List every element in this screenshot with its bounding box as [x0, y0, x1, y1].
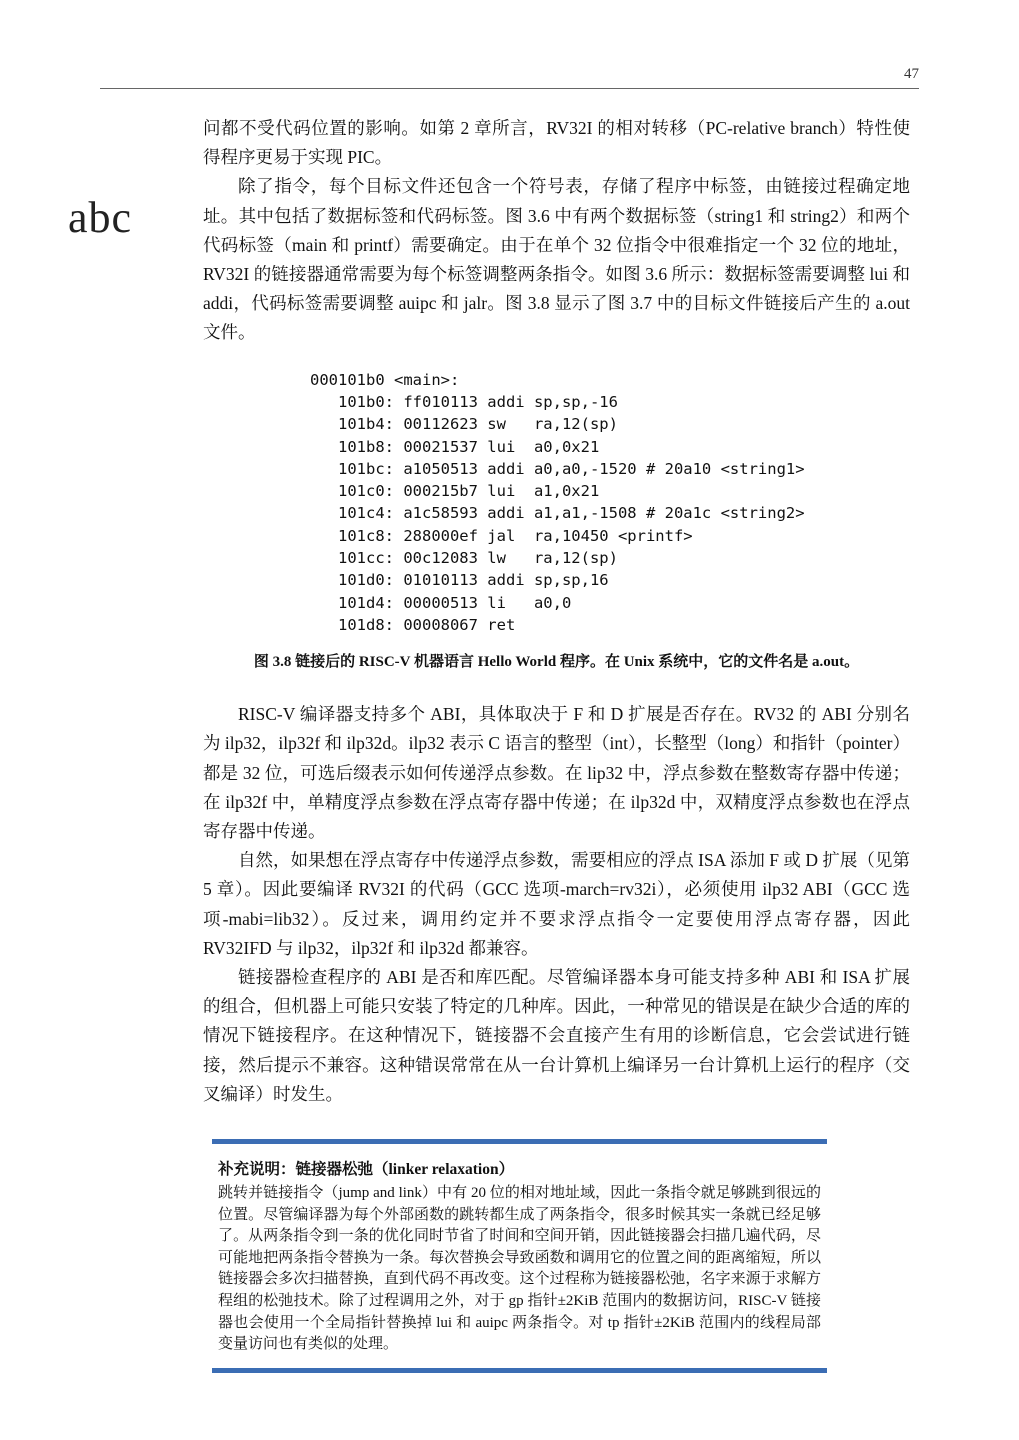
code-line: 000101b0 <main>:	[310, 370, 460, 389]
paragraph-float-abi: 自然，如果想在浮点寄存中传递浮点参数，需要相应的浮点 ISA 添加 F 或 D 扩展（见第 5 章）。因此要编译 RV32I 的代码（GCC 选项-march=rv32i），必须使用 ilp32 ABI（GCC 选项-mabi=lib32）。反过来，调用约定并不要求浮点指令一定要使用浮点寄存器，因此 RV32IFD 与 ilp32，ilp32f 和 ilp32d 都兼容。	[203, 850, 910, 958]
code-line: 101cc: 00c12083 lw ra,12(sp)	[310, 549, 618, 567]
paragraph-pic: 问都不受代码位置的影响。如第 2 章所言，RV32I 的相对转移（PC-relative branch）特性使得程序更易于实现 PIC。	[203, 118, 910, 168]
code-line: 101b4: 00112623 sw ra,12(sp)	[310, 415, 618, 434]
code-line: 101b0: ff010113 addi sp,sp,-16	[310, 392, 618, 411]
header-rule	[100, 88, 919, 89]
content-column	[203, 114, 910, 1373]
sidebar-bottom-rule	[212, 1368, 827, 1373]
page-number: 47	[904, 66, 919, 82]
paragraph-symbol-table: 除了指令，每个目标文件还包含一个符号表，存储了程序中标签，由链接过程确定地址。其中包括了数据标签和代码标签。图 3.6 中有两个数据标签（string1 和 string2）和两个代码标签（main 和 printf）需要确定。由于在单个 32 位指令中很难指定一个 32 位的地址，RV32I 的链接器通常需要为每个标签调整两条指令。如图 3.6 所示：数据标签需要调整 lui 和 addi，代码标签需要调整 auipc 和 jalr。图 3.8 显示了图 3.7 中的目标文件链接后产生的 a.out 文件。	[203, 176, 910, 343]
code-line: 101c0: 000215b7 lui a1,0x21	[310, 482, 600, 501]
sidebar-title: 补充说明：链接器松弛（linker relaxation）	[218, 1161, 515, 1179]
code-line: 101bc: a1050513 addi a0,a0,-1520 # 20a10 <string1>	[310, 459, 805, 478]
paragraph-abi: RISC-V 编译器支持多个 ABI，具体取决于 F 和 D 扩展是否存在。RV32 的 ABI 分别名为 ilp32，ilp32f 和 ilp32d。ilp32 表示 C 语言的整型（int），长整型（long）和指针（pointer）都是 32 位，可选后缀表示如何传递浮点参数。在 lip32 中，浮点参数在整数寄存器中传递；在 ilp32f 中，单精度浮点参数在浮点寄存器中传递；在 ilp32d 中，双精度浮点参数也在浮点寄存器中传递。	[203, 704, 910, 841]
sidebar-note	[212, 1139, 827, 1373]
code-line: 101c8: 288000ef jal ra,10450 <printf>	[310, 526, 693, 545]
sidebar-content	[212, 1144, 827, 1368]
code-line: 101d8: 00008067 ret	[310, 615, 516, 634]
code-line: 101d4: 00000513 li a0,0	[310, 593, 572, 612]
paragraph-linker-check: 链接器检查程序的 ABI 是否和库匹配。尽管编译器本身可能支持多种 ABI 和 ISA 扩展的组合，但机器上可能只安装了特定的几种库。因此，一种常见的错误是在缺少合适的库的情况下链接程序。在这种情况下，链接器不会直接产生有用的诊断信息，它会尝试进行链接，然后提示不兼容。这种错误常常在从一台计算机上编译另一台计算机上运行的程序（交叉编译）时发生。	[203, 967, 910, 1104]
code-listing	[310, 369, 910, 637]
code-line: 101c4: a1c58593 addi a1,a1,-1508 # 20a1c <string2>	[310, 504, 805, 523]
figure-caption: 图 3.8 链接后的 RISC-V 机器语言 Hello World 程序。在 Unix 系统中，它的文件名是 a.out。	[253, 654, 860, 671]
code-line: 101b8: 00021537 lui a0,0x21	[310, 437, 600, 456]
sidebar-body: 跳转并链接指令（jump and link）中有 20 位的相对地址域，因此一条指令就足够跳到很远的位置。尽管编译器为每个外部函数的跳转都生成了两条指令，很多时候其实一条就已经足够了。从两条指令到一条的优化同时节省了时间和空间开销，因此链接器会扫描几遍代码，尽可能地把两条指令替换为一条。每次替换会导致函数和调用它的位置之间的距离缩短，所以链接器会多次扫描替换，直到代码不再改变。这个过程称为链接器松弛，名字来源于求解方程组的松弛技术。除了过程调用之外，对于 gp 指针±2KiB 范围内的数据访问，RISC-V 链接器也会使用一个全局指针替换掉 lui 和 auipc 两条指令。对 tp 指针±2KiB 范围内的线程局部变量访问也有类似的处理。	[218, 1185, 821, 1353]
abc-logo: abc	[68, 193, 133, 242]
code-line: 101d0: 01010113 addi sp,sp,16	[310, 571, 609, 590]
